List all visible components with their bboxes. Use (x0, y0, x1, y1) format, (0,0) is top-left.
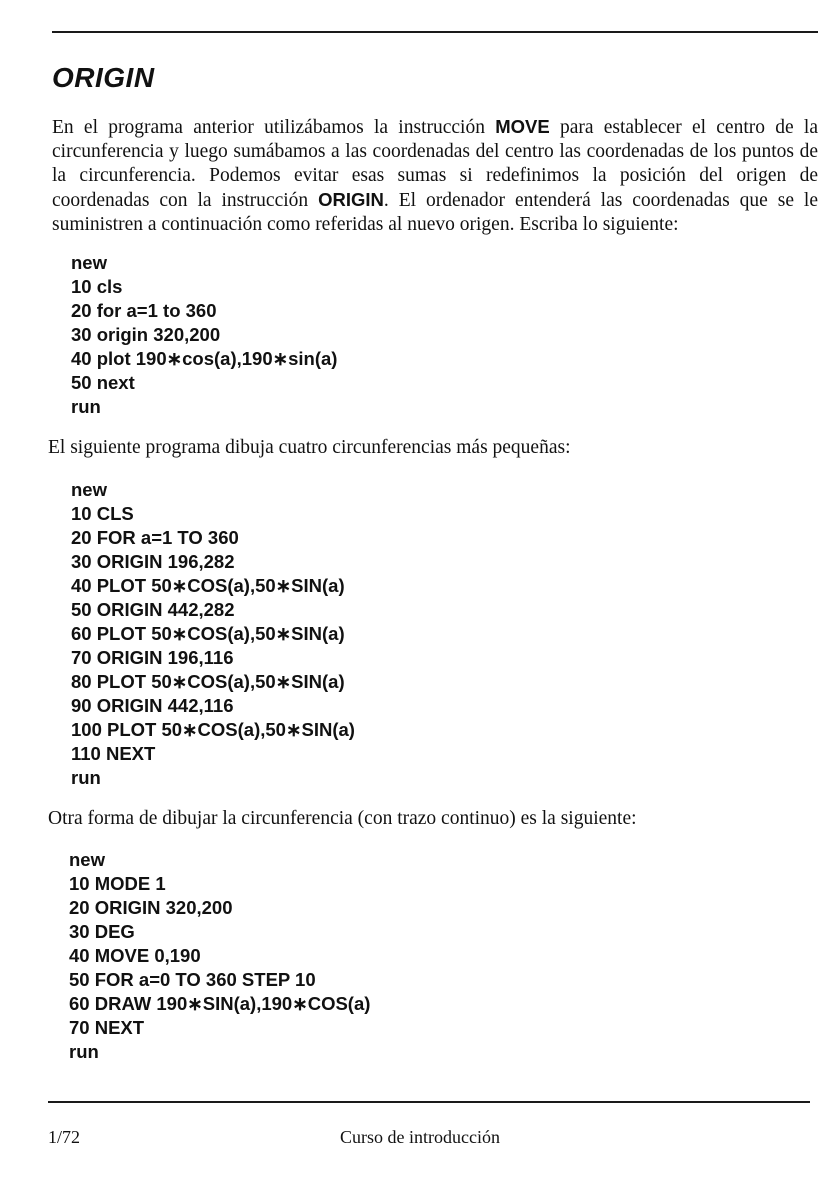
top-rule (52, 31, 818, 33)
code-line: 60 PLOT 50∗COS(a),50∗SIN(a) (71, 623, 345, 644)
code-line: 40 plot 190∗cos(a),190∗sin(a) (71, 348, 338, 369)
code-line: 70 ORIGIN 196,116 (71, 647, 234, 668)
code-line: 10 CLS (71, 503, 134, 524)
code-line: 20 FOR a=1 TO 360 (71, 527, 239, 548)
code-line: 30 ORIGIN 196,282 (71, 551, 235, 572)
code-line: 80 PLOT 50∗COS(a),50∗SIN(a) (71, 671, 345, 692)
code-line: 100 PLOT 50∗COS(a),50∗SIN(a) (71, 719, 355, 740)
code-line: 70 NEXT (69, 1017, 145, 1038)
program-listing-1 (71, 251, 337, 419)
four-circles-paragraph: El siguiente programa dibuja cuatro circunferencias más pequeñas: (48, 437, 571, 458)
code-line: 90 ORIGIN 442,116 (71, 695, 234, 716)
code-line: new (71, 252, 107, 273)
code-line: 50 ORIGIN 442,282 (71, 599, 235, 620)
code-line: 40 PLOT 50∗COS(a),50∗SIN(a) (71, 575, 345, 596)
intro-paragraph (52, 115, 818, 237)
section-title: ORIGIN (52, 62, 155, 93)
code-line: new (71, 479, 107, 500)
code-line: run (71, 767, 101, 788)
code-line: 30 DEG (69, 921, 135, 942)
code-line: 50 next (71, 372, 135, 393)
code-line: 30 origin 320,200 (71, 324, 221, 345)
code-line: new (69, 849, 105, 870)
code-line: 50 FOR a=0 TO 360 STEP 10 (69, 969, 316, 990)
code-line: 40 MOVE 0,190 (69, 945, 201, 966)
intro-text-2: para establecer el centro de la circunferencia y luego sumábamos a las coordenadas del centro las coordenadas de los puntos de la circunferencia. Podemos evitar esas sumas si redefinimos la posición del origen de coordenadas con la instrucción (52, 117, 818, 211)
keyword-origin: ORIGIN (318, 189, 384, 210)
intro-text-3: . El ordenador entenderá las coordenadas que se le suministren a continuación como referidas al nuevo origen. Escriba lo siguiente: (52, 190, 819, 235)
continuous-circle-paragraph: Otra forma de dibujar la circunferencia (con trazo continuo) es la siguiente: (48, 808, 637, 829)
code-line: 60 DRAW 190∗SIN(a),190∗COS(a) (69, 993, 371, 1014)
code-line: run (69, 1041, 99, 1062)
footer-course-title: Curso de introducción (340, 1127, 500, 1147)
code-line: run (71, 396, 101, 417)
page-number: 1/72 (48, 1127, 81, 1147)
code-line: 110 NEXT (71, 743, 156, 764)
code-line: 10 cls (71, 276, 123, 297)
code-line: 20 for a=1 to 360 (71, 300, 217, 321)
intro-text-1: En el programa anterior utilizábamos la instrucción (52, 117, 496, 138)
program-listing-3 (69, 848, 370, 1064)
code-line: 20 ORIGIN 320,200 (69, 897, 233, 918)
bottom-rule (48, 1101, 810, 1103)
keyword-move: MOVE (495, 116, 550, 137)
code-line: 10 MODE 1 (69, 873, 166, 894)
program-listing-2 (71, 478, 355, 790)
